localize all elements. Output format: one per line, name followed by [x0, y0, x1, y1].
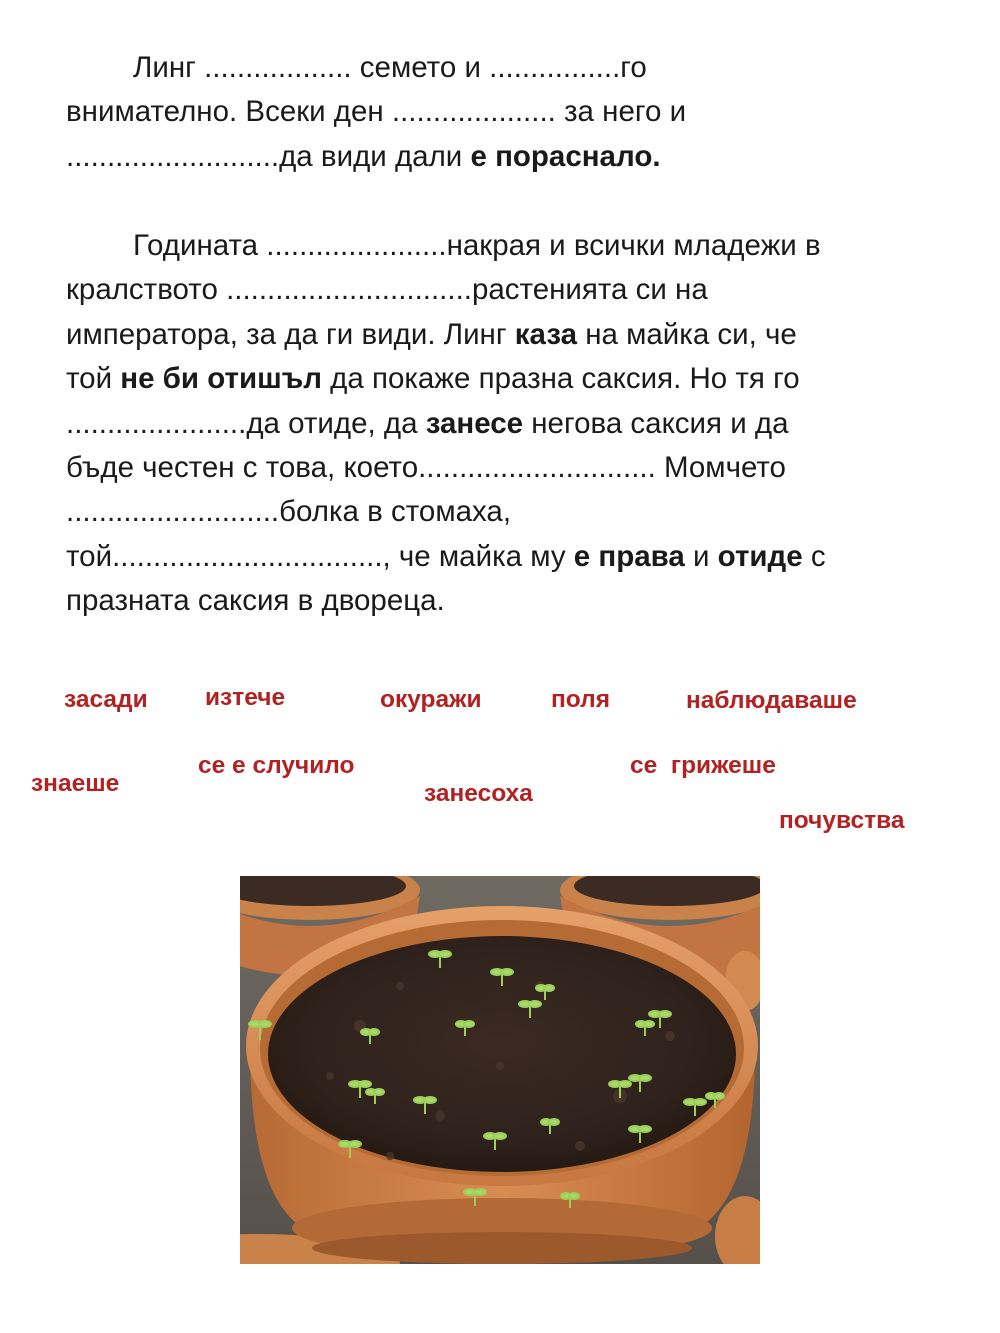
text-segment: внимателно. Всеки ден .................... за него и [66, 95, 687, 129]
paragraph2-line [66, 268, 946, 312]
word-nablyudavashe[interactable]: наблюдаваше [686, 687, 857, 714]
paragraph-1 [66, 46, 946, 179]
text-segment: Годината ......................накрая и всички младежи в [133, 229, 821, 262]
bold-phrase: отиде [717, 539, 803, 573]
text-segment: той [66, 362, 121, 396]
text-segment: той................................., че майка му [66, 539, 574, 573]
seedlings-in-pot-photo [240, 876, 760, 1264]
paragraph2-line [66, 579, 946, 623]
text-segment: кралството ..............................растенията си на [66, 273, 708, 307]
paragraph-2 [66, 224, 946, 624]
paragraph1-line [66, 90, 946, 134]
word-pochuvstva[interactable]: почувства [779, 807, 905, 834]
bold-phrase: е пораснало. [470, 139, 661, 173]
paragraph2-line [66, 535, 946, 579]
paragraph2-line [66, 402, 946, 446]
paragraph2-line [66, 446, 946, 490]
word-se-grizheshe[interactable]: се грижеше [630, 752, 776, 779]
text-segment: ......................да отиде, да [66, 406, 426, 440]
text-segment: бъде честен с това, което............................. Момчето [66, 451, 786, 485]
text-segment: негова саксия и да [523, 406, 789, 440]
text-segment: ..........................да види дали [66, 139, 471, 173]
text-segment: ..........................болка в стомаха, [66, 495, 512, 529]
paragraph1-line [66, 46, 946, 90]
text-segment: да покаже празна саксия. Но тя го [321, 362, 800, 396]
text-segment: императора, за да ги види. Линг [66, 317, 515, 351]
word-zasadi[interactable]: засади [64, 686, 148, 713]
text-segment: на майка си, че [577, 317, 797, 351]
text-segment: празната саксия в двореца. [66, 584, 445, 618]
bold-phrase: е права [573, 539, 685, 573]
paragraph2-line [66, 490, 946, 534]
text-segment: и [684, 539, 718, 573]
paragraph2-line [66, 313, 946, 357]
paragraph2-line [66, 357, 946, 401]
paragraph2-line [66, 224, 946, 268]
paragraph1-line [66, 135, 946, 179]
text-segment: с [802, 539, 826, 573]
text-segment: Линг .................. семето и ................го [133, 51, 647, 84]
word-se-e-sluchilo[interactable]: се е случило [198, 752, 355, 779]
word-okurazhi[interactable]: окуражи [380, 686, 482, 713]
bold-phrase: каза [514, 317, 578, 351]
bold-phrase: не би отишъл [120, 362, 322, 396]
word-polya[interactable]: поля [551, 686, 611, 713]
word-izteche[interactable]: изтече [205, 684, 286, 711]
bold-phrase: занесе [425, 406, 524, 440]
word-znaeshe[interactable]: знаеше [31, 770, 120, 797]
word-zanesoha[interactable]: занесоха [424, 780, 533, 807]
